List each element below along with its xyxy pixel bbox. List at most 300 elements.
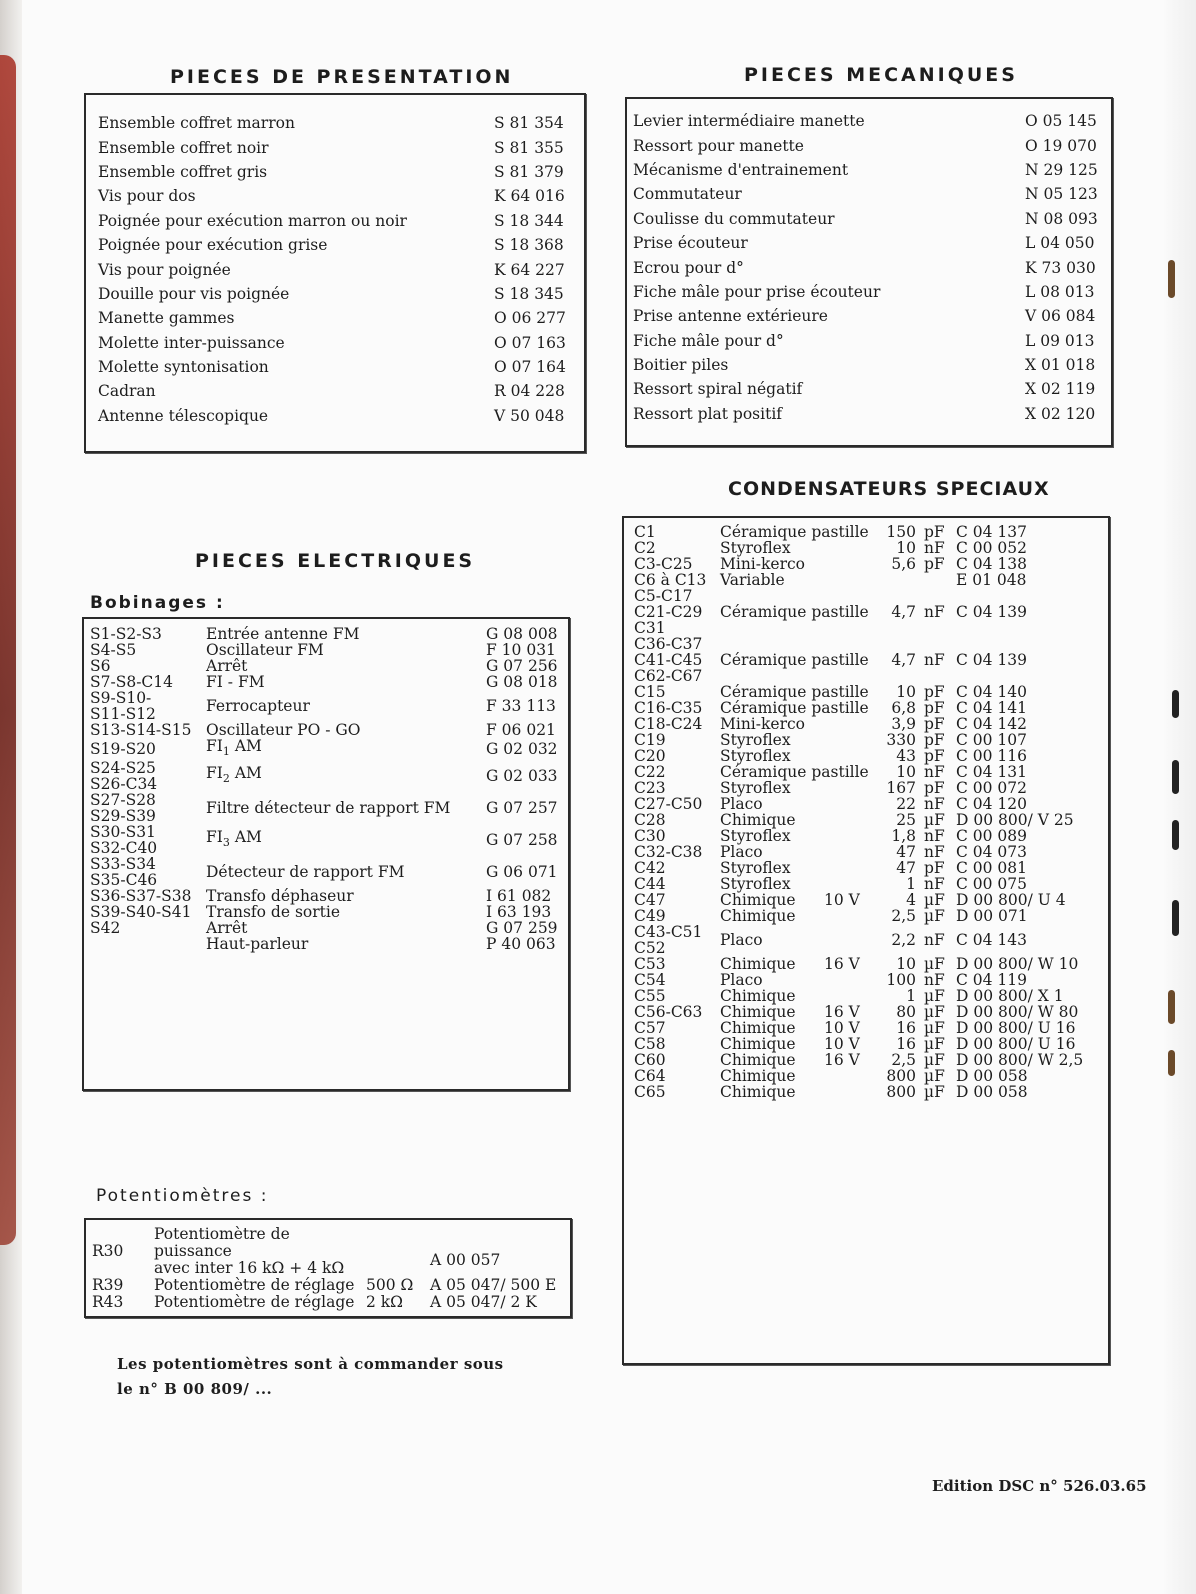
cell-desc: Détecteur de rapport FM xyxy=(206,863,405,882)
cell-code: D 00 800/ V 25 xyxy=(956,811,1074,829)
cell-val: 10 xyxy=(896,955,916,973)
cell-type: Céramique pastille xyxy=(720,683,869,701)
cell-code: C 00 052 xyxy=(956,539,1028,557)
cell-val: 1 xyxy=(906,875,916,893)
cell-value: 500 Ω xyxy=(366,1276,414,1294)
table-row xyxy=(90,626,560,642)
cell-val: 10 xyxy=(896,763,916,781)
cell-code: C 04 139 xyxy=(956,651,1028,669)
cell-ref: C23 xyxy=(634,779,666,797)
cell-desc: Ressort spiral négatif xyxy=(633,380,803,399)
cell-ref: C5-C17 C21-C29 C31 xyxy=(634,587,703,637)
cell-code: A 00 057 xyxy=(430,1250,501,1269)
cell-code: G 02 032 xyxy=(486,740,558,759)
table-row xyxy=(98,379,572,403)
cell-value xyxy=(366,1226,430,1277)
binding-hole xyxy=(1172,900,1179,936)
cell-code: C 00 081 xyxy=(956,859,1028,877)
cell-code: D 00 800/ W 80 xyxy=(956,1003,1079,1021)
cell-desc: Oscillateur FM xyxy=(206,641,324,659)
cell-desc: Entrée antenne FM xyxy=(206,625,360,643)
cell-code: F 33 113 xyxy=(486,697,556,715)
cell-volt xyxy=(816,828,874,844)
cell-desc xyxy=(206,824,486,856)
cell-desc xyxy=(206,760,486,792)
cell-ref: C60 xyxy=(634,1051,666,1069)
cell-volt xyxy=(816,796,874,812)
cell-desc: Ressort plat positif xyxy=(633,404,783,423)
cell-unit: nF xyxy=(924,539,945,557)
cell-unit: nF xyxy=(924,931,945,949)
cell-val: 4,7 xyxy=(891,603,916,621)
cell-val: 25 xyxy=(896,811,916,829)
cell-val: 5,6 xyxy=(891,555,916,573)
table-row xyxy=(634,908,1106,924)
table-row xyxy=(98,233,572,257)
cell-type: Chimique xyxy=(720,811,796,829)
table-row xyxy=(90,658,560,674)
cell-unit: nF xyxy=(924,763,945,781)
cell-desc: Manette gammes xyxy=(98,309,235,328)
cell-val: 800 xyxy=(886,1067,916,1085)
cell-desc: Antenne télescopique xyxy=(98,406,269,425)
cell-volt xyxy=(816,988,874,1004)
cell-val: 10 xyxy=(896,683,916,701)
cell-code: C 04 142 xyxy=(956,715,1028,733)
cell-val: 150 xyxy=(886,523,916,541)
cell-code: C 04 139 xyxy=(956,603,1028,621)
table-row xyxy=(90,690,560,722)
cell-code: N 08 093 xyxy=(1025,209,1098,228)
cell-val xyxy=(874,572,916,588)
cell-unit: µF xyxy=(924,1003,945,1021)
cell-ref: C53 xyxy=(634,955,666,973)
bobinages-label: Bobinages : xyxy=(90,593,225,613)
condensateurs-rows xyxy=(634,524,1106,1100)
table-row xyxy=(98,160,572,184)
cell-code: C 04 141 xyxy=(956,699,1028,717)
cell-ref: C43-C51 C52 xyxy=(634,923,703,957)
cell-ref: S4-S5 xyxy=(90,641,137,659)
cell-code: C 04 140 xyxy=(956,683,1028,701)
cell-val: 3,9 xyxy=(891,715,916,733)
cell-val: 800 xyxy=(886,1083,916,1101)
cell-desc: Ecrou pour d° xyxy=(633,258,744,277)
cell-code: S 18 345 xyxy=(494,284,564,303)
cell-code: X 02 120 xyxy=(1025,404,1096,423)
edition-footer: Edition DSC n° 526.03.65 xyxy=(932,1477,1147,1495)
cell-code: I 61 082 xyxy=(486,887,552,906)
cell-code: G 07 257 xyxy=(486,799,558,818)
cell-unit: pF xyxy=(924,859,945,877)
cell-volt: 10 V xyxy=(824,1019,860,1037)
cell-volt xyxy=(816,812,874,828)
cell-unit: µF xyxy=(924,1035,945,1053)
cell-code: G 07 256 xyxy=(486,657,558,675)
cell-code: C 00 072 xyxy=(956,779,1028,797)
cell-code: D 00 800/ W 2,5 xyxy=(956,1051,1084,1069)
cell-value: 2 kΩ xyxy=(366,1293,404,1311)
cell-ref: C64 xyxy=(634,1067,666,1085)
cell-type: Chimique xyxy=(720,1003,796,1021)
binding-hole xyxy=(1168,1050,1175,1076)
potentiometres-rows xyxy=(92,1226,564,1311)
fi-subscript: 2 xyxy=(222,772,230,786)
cell-code: A 05 047/ 500 E xyxy=(430,1276,557,1294)
cell-code: V 50 048 xyxy=(494,406,565,425)
table-row xyxy=(634,684,1106,700)
table-row xyxy=(634,876,1106,892)
cell-volt xyxy=(816,780,874,796)
table-row xyxy=(634,956,1106,972)
cell-ref: C47 xyxy=(634,891,666,909)
cell-ref: C55 xyxy=(634,987,666,1005)
table-row xyxy=(633,402,1105,426)
cell-ref: C2 xyxy=(634,539,656,557)
cell-val: 2,5 xyxy=(891,907,916,925)
cell-val: 43 xyxy=(896,747,916,765)
fi-suffix: AM xyxy=(229,828,262,847)
table-row xyxy=(634,556,1106,572)
cell-unit: nF xyxy=(924,795,945,813)
cell-desc: Molette inter-puissance xyxy=(98,333,285,352)
cell-code: O 07 164 xyxy=(494,358,566,377)
cell-ref: C19 xyxy=(634,731,666,749)
cell-val: 4 xyxy=(906,891,916,909)
cell-code: A 05 047/ 2 K xyxy=(430,1293,537,1311)
cell-val: 2,5 xyxy=(891,1051,916,1069)
cell-code: G 08 018 xyxy=(486,673,558,691)
cell-desc: FI - FM xyxy=(206,673,265,691)
table-row xyxy=(634,860,1106,876)
cell-type: Styroflex xyxy=(720,539,791,557)
cell-unit: nF xyxy=(924,843,945,861)
cell-code: V 06 084 xyxy=(1025,307,1096,326)
fi-label: FI xyxy=(206,764,223,783)
table-row xyxy=(634,764,1106,780)
cell-ref: C20 xyxy=(634,747,666,765)
cell-unit: pF xyxy=(924,747,945,765)
table-row xyxy=(634,988,1106,1004)
table-row xyxy=(92,1294,564,1311)
binding-hole xyxy=(1172,690,1179,718)
cell-ref xyxy=(90,936,206,952)
table-row xyxy=(98,111,572,135)
cell-ref: C57 xyxy=(634,1019,666,1037)
cell-ref: R30 xyxy=(92,1242,124,1260)
table-row xyxy=(92,1277,564,1294)
cell-desc: Coulisse du commutateur xyxy=(633,209,835,228)
electriques-title: PIECES ELECTRIQUES xyxy=(195,550,476,572)
cell-desc: Potentiomètre de réglage xyxy=(154,1276,355,1294)
cell-ref: C54 xyxy=(634,971,666,989)
table-row xyxy=(634,732,1106,748)
cell-volt xyxy=(816,876,874,892)
cell-code: L 09 013 xyxy=(1025,331,1095,350)
cell-ref: C27-C50 xyxy=(634,795,703,813)
table-row xyxy=(98,282,572,306)
cell-code: C 04 137 xyxy=(956,523,1028,541)
cell-desc: Vis pour poignée xyxy=(98,260,231,279)
cell-ref: C56-C63 xyxy=(634,1003,703,1021)
cell-desc: Oscillateur PO - GO xyxy=(206,721,361,739)
table-row xyxy=(633,329,1105,353)
cell-type: Céramique pastille xyxy=(720,651,869,669)
cell-unit: µF xyxy=(924,1067,945,1085)
edge-photo-artifact xyxy=(0,55,16,1245)
cell-unit: nF xyxy=(924,651,945,669)
cell-code: L 08 013 xyxy=(1025,282,1095,301)
cell-desc: Potentiomètre de réglage xyxy=(154,1293,355,1311)
cell-unit: pF xyxy=(924,699,945,717)
cell-ref: S39-S40-S41 xyxy=(90,903,192,922)
cell-ref: S33-S34 S35-C46 xyxy=(90,855,158,890)
cell-code: G 08 008 xyxy=(486,625,558,643)
cell-code: N 29 125 xyxy=(1025,160,1098,179)
mecaniques-rows xyxy=(633,109,1105,426)
cell-desc: Commutateur xyxy=(633,185,742,204)
cell-volt xyxy=(816,556,874,572)
cell-type: Styroflex xyxy=(720,779,791,797)
cell-unit: pF xyxy=(924,779,945,797)
cell-ref: R39 xyxy=(92,1276,124,1294)
cell-desc: Prise écouteur xyxy=(633,234,748,253)
cell-ref: C30 xyxy=(634,827,666,845)
table-row xyxy=(634,892,1106,908)
cell-ref: S27-S28 S29-S39 xyxy=(90,791,156,826)
table-row xyxy=(633,231,1105,255)
cell-ref: S24-S25 S26-C34 xyxy=(90,759,158,794)
cell-code: S 18 368 xyxy=(494,236,564,255)
table-row xyxy=(98,209,572,233)
cell-volt xyxy=(816,1068,874,1084)
cell-desc: Poignée pour exécution marron ou noir xyxy=(98,211,407,230)
binding-hole xyxy=(1172,820,1179,850)
cell-code: K 73 030 xyxy=(1025,258,1096,277)
condensateurs-title: CONDENSATEURS SPECIAUX xyxy=(728,478,1050,500)
table-row xyxy=(634,972,1106,988)
cell-code: X 02 119 xyxy=(1025,380,1096,399)
cell-ref: C44 xyxy=(634,875,666,893)
binding-hole xyxy=(1168,260,1175,298)
fi-subscript: 3 xyxy=(222,836,230,850)
table-row xyxy=(90,920,560,936)
table-row xyxy=(634,700,1106,716)
fi-suffix: AM xyxy=(229,737,262,755)
table-row xyxy=(98,135,572,159)
table-row xyxy=(634,1004,1106,1020)
table-row xyxy=(90,888,560,904)
cell-type: Placo xyxy=(720,843,763,861)
cell-val: 2,2 xyxy=(891,931,916,949)
table-row xyxy=(90,824,560,856)
potentiometres-label: Potentiomètres : xyxy=(96,1186,269,1206)
cell-code: S 81 354 xyxy=(494,114,564,133)
document-page xyxy=(22,0,1164,1594)
cell-desc: Cadran xyxy=(98,382,156,401)
cell-type: Chimique xyxy=(720,891,796,909)
cell-type: Mini-kerco xyxy=(720,715,805,733)
cell-val: 16 xyxy=(896,1019,916,1037)
cell-type: Chimique xyxy=(720,1083,796,1101)
cell-volt xyxy=(816,860,874,876)
table-row xyxy=(633,207,1105,231)
cell-ref: S1-S2-S3 xyxy=(90,625,162,643)
cell-type: Chimique xyxy=(720,1067,796,1085)
cell-code: F 06 021 xyxy=(486,721,556,739)
cell-val: 10 xyxy=(896,539,916,557)
cell-ref: C42 xyxy=(634,859,666,877)
cell-desc: Ensemble coffret marron xyxy=(98,114,295,133)
cell-desc: Levier intermédiaire manette xyxy=(633,112,865,131)
cell-unit: µF xyxy=(924,955,945,973)
cell-unit: pF xyxy=(924,523,945,541)
cell-ref: S30-S31 S32-C40 xyxy=(90,823,158,858)
cell-val: 167 xyxy=(886,779,916,797)
cell-code: O 06 277 xyxy=(494,309,566,328)
cell-code: S 81 379 xyxy=(494,162,564,181)
cell-desc: Ensemble coffret gris xyxy=(98,162,268,181)
cell-code: C 00 089 xyxy=(956,827,1028,845)
cell-desc: Arrêt xyxy=(206,657,248,675)
cell-desc: Poignée pour exécution grise xyxy=(98,236,328,255)
cell-code: E 01 048 xyxy=(956,571,1027,589)
cell-code: L 04 050 xyxy=(1025,234,1095,253)
cell-code: P 40 063 xyxy=(486,935,556,954)
presentation-title: PIECES DE PRESENTATION xyxy=(170,66,514,88)
table-row xyxy=(634,828,1106,844)
table-row xyxy=(90,760,560,792)
cell-unit: nF xyxy=(924,603,945,621)
cell-code: C 04 119 xyxy=(956,971,1028,989)
cell-ref: C1 xyxy=(634,523,656,541)
cell-code: D 00 800/ U 16 xyxy=(956,1035,1076,1053)
cell-type: Placo xyxy=(720,971,763,989)
cell-ref: C16-C35 xyxy=(634,699,703,717)
cell-unit: µF xyxy=(924,1051,945,1069)
cell-type: Styroflex xyxy=(720,875,791,893)
cell-ref: C65 xyxy=(634,1083,666,1101)
cell-unit: pF xyxy=(924,555,945,573)
table-row xyxy=(634,780,1106,796)
cell-volt xyxy=(816,732,874,748)
cell-type: Styroflex xyxy=(720,731,791,749)
table-row xyxy=(634,716,1106,732)
cell-code: C 00 107 xyxy=(956,731,1028,749)
table-row xyxy=(633,109,1105,133)
table-row xyxy=(98,355,572,379)
table-row xyxy=(98,404,572,428)
cell-unit: nF xyxy=(924,875,945,893)
binding-strip xyxy=(1164,0,1196,1594)
cell-type: Chimique xyxy=(720,907,796,925)
table-row xyxy=(633,133,1105,157)
cell-unit: µF xyxy=(924,1083,945,1101)
fi-subscript: 1 xyxy=(222,745,230,759)
table-row xyxy=(634,924,1106,956)
cell-ref: C22 xyxy=(634,763,666,781)
table-row xyxy=(634,540,1106,556)
cell-ref: S19-S20 xyxy=(90,740,156,759)
table-row xyxy=(633,158,1105,182)
cell-volt xyxy=(816,716,874,732)
cell-code: C 04 073 xyxy=(956,843,1028,861)
cell-code: S 18 344 xyxy=(494,211,564,230)
table-row xyxy=(90,856,560,888)
cell-unit: nF xyxy=(924,971,945,989)
cell-ref: C15 xyxy=(634,683,666,701)
cell-type: Variable xyxy=(720,571,785,589)
cell-code: D 00 800/ W 10 xyxy=(956,955,1079,973)
cell-type: Styroflex xyxy=(720,747,791,765)
table-row xyxy=(98,331,572,355)
cell-desc: Fiche mâle pour prise écouteur xyxy=(633,282,881,301)
presentation-table xyxy=(84,93,586,453)
table-row xyxy=(90,904,560,920)
cell-volt xyxy=(816,572,874,588)
cell-ref: C18-C24 xyxy=(634,715,703,733)
table-row xyxy=(633,255,1105,279)
cell-desc: Ferrocapteur xyxy=(206,697,310,715)
cell-val: 6,8 xyxy=(891,699,916,717)
cell-volt xyxy=(816,540,874,556)
table-row xyxy=(633,304,1105,328)
cell-ref: R43 xyxy=(92,1293,124,1311)
cell-type: Placo xyxy=(720,931,763,949)
cell-unit: pF xyxy=(924,683,945,701)
cell-val: 4,7 xyxy=(891,651,916,669)
cell-unit: µF xyxy=(924,811,945,829)
cell-desc: Transfo de sortie xyxy=(206,903,340,922)
cell-code: F 10 031 xyxy=(486,641,556,659)
cell-type: Chimique xyxy=(720,955,796,973)
table-row xyxy=(92,1226,564,1277)
cell-ref: S36-S37-S38 xyxy=(90,887,192,906)
cell-val: 330 xyxy=(886,731,916,749)
cell-ref: C3-C25 xyxy=(634,555,693,573)
potentiometres-note: Les potentiomètres sont à commander sous le n° B 00 809/ ... xyxy=(117,1355,504,1398)
table-row xyxy=(90,936,560,952)
cell-ref: C49 xyxy=(634,907,666,925)
cell-unit: nF xyxy=(924,827,945,845)
cell-desc: Molette syntonisation xyxy=(98,358,269,377)
cell-val: 47 xyxy=(896,859,916,877)
cell-ref: C6 à C13 xyxy=(634,571,707,589)
table-row xyxy=(634,1036,1106,1052)
cell-ref: C58 xyxy=(634,1035,666,1053)
table-row xyxy=(633,377,1105,401)
cell-code: N 05 123 xyxy=(1025,185,1098,204)
cell-code: K 64 016 xyxy=(494,187,565,206)
cell-code: O 05 145 xyxy=(1025,112,1097,131)
cell-code: G 07 259 xyxy=(486,919,558,938)
electriques-table xyxy=(82,617,570,1091)
table-row xyxy=(634,524,1106,540)
cell-val: 80 xyxy=(896,1003,916,1021)
cell-volt xyxy=(816,844,874,860)
cell-volt: 16 V xyxy=(824,1051,860,1069)
condensateurs-table xyxy=(622,516,1110,1365)
cell-ref: C32-C38 xyxy=(634,843,703,861)
fi-label: FI xyxy=(206,828,223,847)
table-row xyxy=(634,748,1106,764)
cell-unit: µF xyxy=(924,1019,945,1037)
table-row xyxy=(90,792,560,824)
cell-desc: Prise antenne extérieure xyxy=(633,307,828,326)
cell-type: Céramique pastille xyxy=(720,603,869,621)
cell-val: 100 xyxy=(886,971,916,989)
table-row xyxy=(634,636,1106,684)
